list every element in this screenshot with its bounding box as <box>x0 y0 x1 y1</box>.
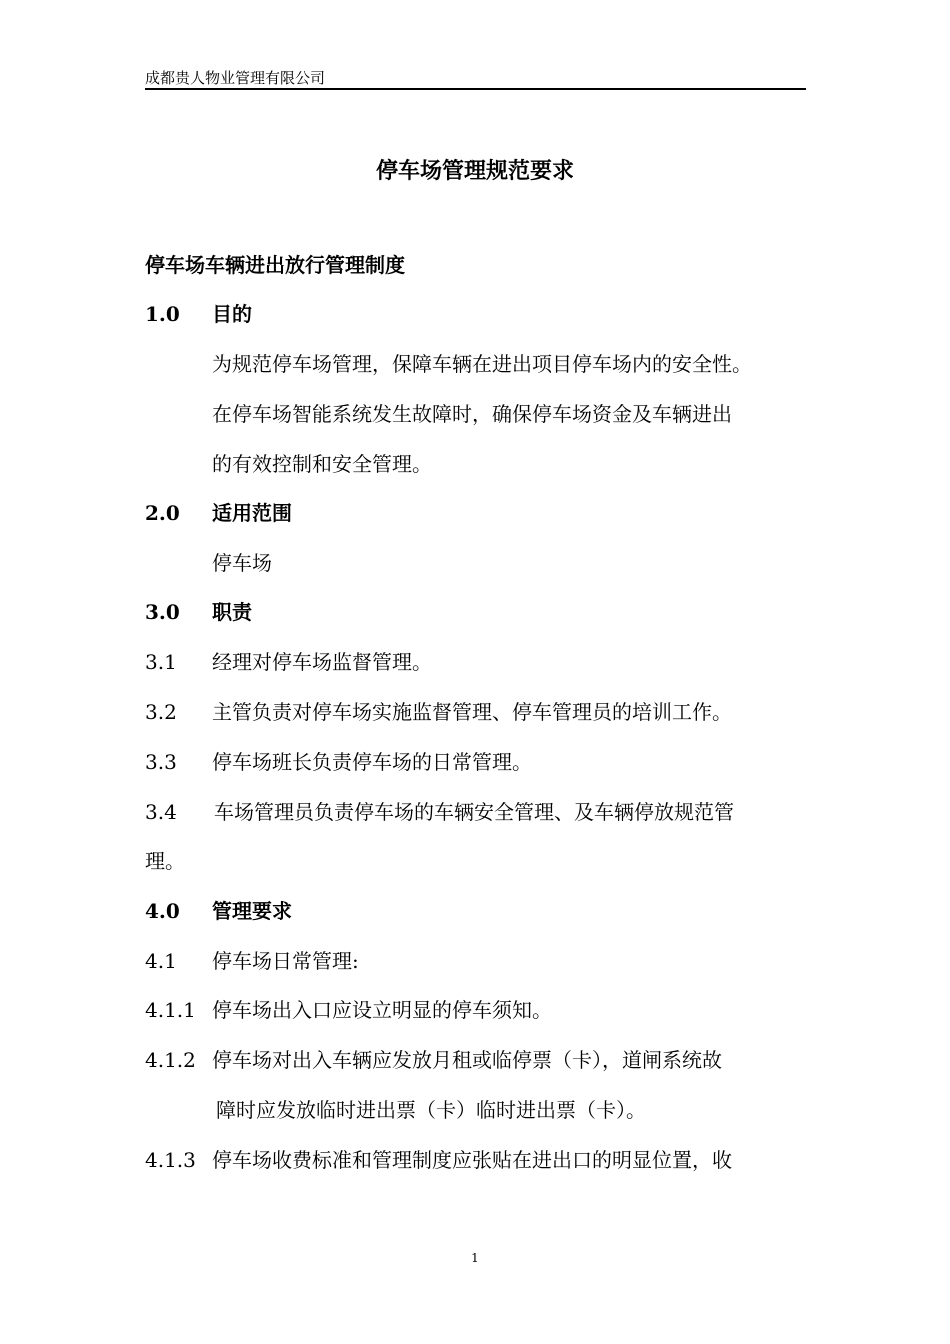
paragraph-line: 的有效控制和安全管理。 <box>212 452 432 476</box>
section-title: 管理要求 <box>212 899 292 923</box>
section-number: 4.0 <box>145 899 180 923</box>
paragraph-line: 停车场 <box>212 551 272 575</box>
section-heading: 停车场车辆进出放行管理制度 <box>145 253 405 277</box>
item-number: 3.3 <box>145 750 177 774</box>
item-text: 停车场班长负责停车场的日常管理。 <box>212 750 532 774</box>
item-continuation: 理。 <box>145 849 185 873</box>
paragraph-line: 在停车场智能系统发生故障时，确保停车场资金及车辆进出 <box>212 402 732 426</box>
item-number: 4.1.3 <box>145 1148 196 1172</box>
item-number: 3.2 <box>145 700 177 724</box>
paragraph-line: 为规范停车场管理，保障车辆在进出项目停车场内的安全性。 <box>212 352 752 376</box>
section-title: 职责 <box>212 600 252 624</box>
item-text: 主管负责对停车场实施监督管理、停车管理员的培训工作。 <box>212 700 732 724</box>
item-text: 停车场收费标准和管理制度应张贴在进出口的明显位置，收 <box>212 1148 732 1172</box>
item-text: 停车场日常管理: <box>212 949 359 973</box>
item-number: 4.1.2 <box>145 1048 196 1072</box>
section-title: 适用范围 <box>212 501 292 525</box>
section-number: 2.0 <box>145 501 180 525</box>
item-text: 车场管理员负责停车场的车辆安全管理、及车辆停放规范管 <box>214 800 734 824</box>
item-number: 3.4 <box>145 800 177 824</box>
section-number: 1.0 <box>145 302 180 326</box>
header-company-name: 成都贵人物业管理有限公司 <box>145 69 326 87</box>
item-number: 4.1.1 <box>145 998 196 1022</box>
section-number: 3.0 <box>145 600 180 624</box>
section-title: 目的 <box>212 302 252 326</box>
item-number: 4.1 <box>145 949 177 973</box>
item-text: 经理对停车场监督管理。 <box>212 650 432 674</box>
item-text: 停车场对出入车辆应发放月租或临停票（卡），道闸系统故 <box>212 1048 722 1072</box>
item-continuation: 障时应发放临时进出票（卡）临时进出票（卡）。 <box>216 1098 646 1122</box>
item-number: 3.1 <box>145 650 177 674</box>
page-number: 1 <box>471 1251 479 1265</box>
header-rule <box>145 88 806 90</box>
document-title: 停车场管理规范要求 <box>375 159 574 184</box>
item-text: 停车场出入口应设立明显的停车须知。 <box>212 998 552 1022</box>
